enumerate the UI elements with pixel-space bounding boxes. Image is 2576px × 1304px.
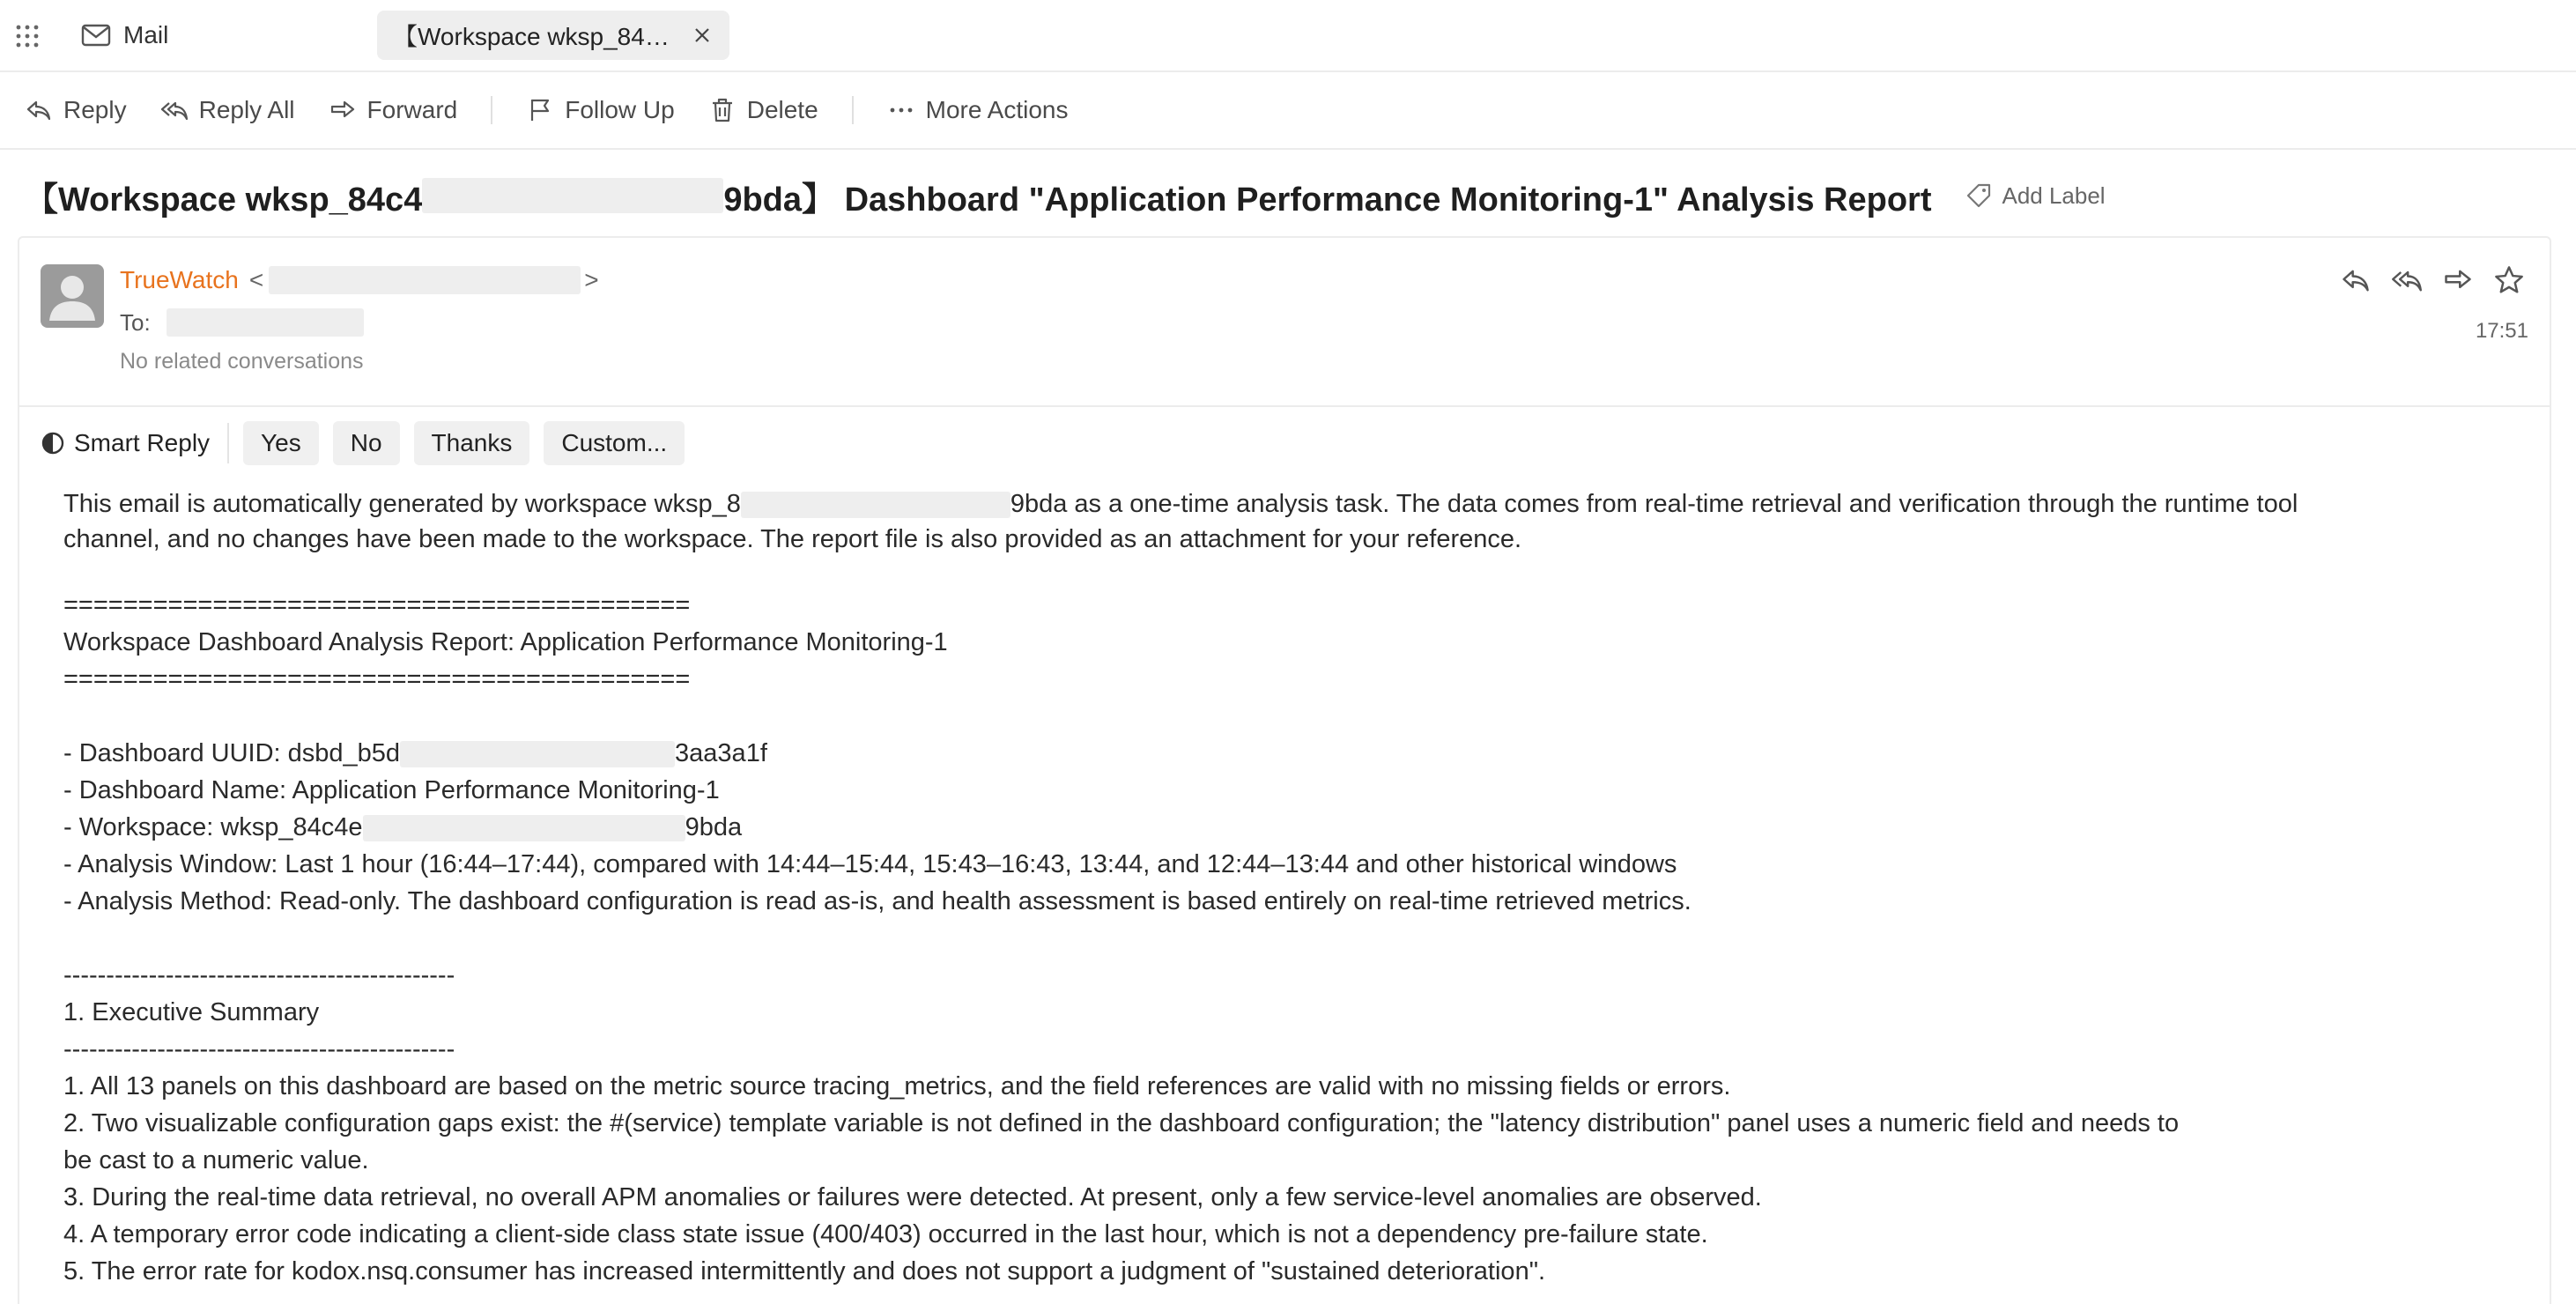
mail-tab-label: Mail: [123, 21, 169, 48]
redacted-block: [363, 815, 685, 841]
sender-line: [120, 266, 599, 294]
reply-all-icon[interactable]: [2391, 264, 2423, 296]
forward-icon[interactable]: [2442, 264, 2474, 296]
workspace-text-a: - Workspace: wksp_84c4e: [63, 813, 363, 841]
delete-label: Delete: [746, 96, 818, 123]
add-label-button[interactable]: [1965, 182, 2105, 210]
more-icon: [887, 96, 915, 124]
angle-open: <: [248, 266, 264, 293]
forward-icon: [329, 96, 357, 124]
sender-name[interactable]: TrueWatch: [120, 266, 239, 293]
smart-reply-chip-thanks[interactable]: Thanks: [414, 421, 530, 465]
apps-grid-icon[interactable]: [14, 23, 41, 49]
subject-suffix: 9bda】 Dashboard "Application Performance Monitoring-1" Analysis Report: [723, 181, 1932, 219]
forward-button[interactable]: [329, 84, 458, 137]
redacted-sender-email: [269, 266, 581, 294]
section-title: 1. Executive Summary: [63, 998, 320, 1026]
section-separator: ----------------------------------------------: [63, 961, 455, 989]
intro-text-a: This email is automatically generated by workspace wksp_8: [63, 490, 741, 518]
no-related-conversations: No related conversations: [120, 349, 364, 374]
smart-reply-chip-custom[interactable]: Custom...: [544, 421, 685, 465]
smart-reply-text: Smart Reply: [74, 429, 211, 456]
email-tab-label: 【Workspace wksp_84…: [393, 23, 670, 50]
follow-up-button[interactable]: [526, 84, 674, 137]
mail-icon: [81, 23, 111, 48]
mail-tab[interactable]: [81, 18, 168, 53]
report-title: Workspace Dashboard Analysis Report: Application Performance Monitoring-1: [63, 628, 948, 656]
avatar[interactable]: [41, 264, 104, 328]
smart-reply-bar: [41, 421, 685, 465]
avatar-icon: [41, 264, 104, 328]
to-label: To:: [120, 308, 151, 336]
dashboard-name-line: - Dashboard Name: Application Performance Monitoring-1: [63, 776, 720, 804]
add-label-text: Add Label: [2002, 182, 2106, 209]
summary-item-2a: 2. Two visualizable configuration gaps exist: the #(service) template variable is not defined in the dashboard configuration; the "latency distribution" panel uses a numeric field and needs to: [63, 1109, 2180, 1137]
summary-item-2b: be cast to a numeric value.: [63, 1146, 369, 1174]
email-tab[interactable]: [377, 11, 729, 60]
smart-reply-chip-no[interactable]: No: [333, 421, 400, 465]
more-actions-label: More Actions: [925, 96, 1069, 123]
delete-button[interactable]: [708, 84, 818, 137]
smart-reply-chip-yes[interactable]: Yes: [243, 421, 319, 465]
tag-icon: [1965, 182, 1993, 210]
reply-all-button[interactable]: [160, 84, 295, 137]
close-icon[interactable]: [692, 26, 712, 45]
smart-reply-icon: [41, 431, 65, 456]
received-time: 17:51: [2475, 319, 2528, 343]
intro-text-c: channel, and no changes have been made to the workspace. The report file is also provided as an attachment for your reference.: [63, 525, 1522, 553]
follow-up-label: Follow Up: [565, 96, 675, 123]
recipient-line: [120, 308, 364, 337]
analysis-window-line: - Analysis Window: Last 1 hour (16:44–17:44), compared with 14:44–15:44, 15:43–16:43, 13:44, and 12:44–13:44 and other historical windows: [63, 850, 1677, 878]
smart-reply-label: [41, 423, 229, 463]
workspace-text-b: 9bda: [685, 813, 743, 841]
workspace-line: [63, 809, 2477, 846]
redacted-block: [741, 492, 1010, 518]
separator-line: ==========================================: [63, 591, 691, 619]
spacer: [63, 920, 2477, 957]
message-body: [63, 486, 2477, 1290]
redacted-block: [422, 178, 723, 213]
star-icon[interactable]: [2493, 264, 2525, 296]
summary-item-5: 5. The error rate for kodox.nsq.consumer has increased intermittently and does not support a judgment of "sustained deterioration".: [63, 1257, 1546, 1285]
summary-item-4: 4. A temporary error code indicating a client-side class state issue (400/403) occurred in the last hour, which is not a dependency pre-failure state.: [63, 1220, 1708, 1248]
flag-icon: [526, 96, 554, 124]
angle-close: >: [584, 266, 599, 293]
more-actions-button[interactable]: [887, 84, 1069, 137]
message-card: [18, 236, 2551, 1304]
top-bar: [0, 0, 2576, 72]
spacer: [63, 698, 2477, 735]
intro-paragraph: [63, 486, 2477, 557]
reply-all-icon: [160, 96, 189, 124]
summary-item-1: 1. All 13 panels on this dashboard are based on the metric source tracing_metrics, and the field references are valid with no missing fields or errors.: [63, 1072, 1731, 1100]
redacted-block: [400, 741, 675, 767]
uuid-text-b: 3aa3a1f: [675, 739, 767, 767]
reply-icon[interactable]: [2340, 264, 2372, 296]
trash-icon: [708, 96, 737, 124]
toolbar-divider: [491, 96, 492, 124]
separator-line: ==========================================: [63, 665, 691, 693]
header-actions: [2340, 264, 2525, 296]
toolbar-divider: [852, 96, 854, 124]
reply-icon: [25, 96, 53, 124]
reply-button[interactable]: [25, 84, 127, 137]
uuid-text-a: - Dashboard UUID: dsbd_b5d: [63, 739, 401, 767]
redacted-recipient: [167, 308, 364, 337]
toolbar: [0, 72, 2576, 150]
uuid-line: [63, 735, 2477, 772]
message-header: [19, 238, 2550, 407]
intro-text-b: 9bda as a one-time analysis task. The data comes from real-time retrieval and verification through the runtime tool: [1010, 490, 2298, 518]
reply-all-label: Reply All: [198, 96, 295, 123]
summary-item-3: 3. During the real-time data retrieval, no overall APM anomalies or failures were detected. At present, only a few service-level anomalies are observed.: [63, 1183, 1762, 1211]
section-separator: ----------------------------------------------: [63, 1035, 455, 1063]
subject-prefix: 【Workspace wksp_84c4: [25, 181, 423, 219]
analysis-method-line: - Analysis Method: Read-only. The dashboard configuration is read as-is, and health assessment is based entirely on real-time retrieved metrics.: [63, 887, 1691, 915]
email-subject: [25, 169, 2106, 222]
forward-label: Forward: [366, 96, 458, 123]
reply-label: Reply: [63, 96, 127, 123]
